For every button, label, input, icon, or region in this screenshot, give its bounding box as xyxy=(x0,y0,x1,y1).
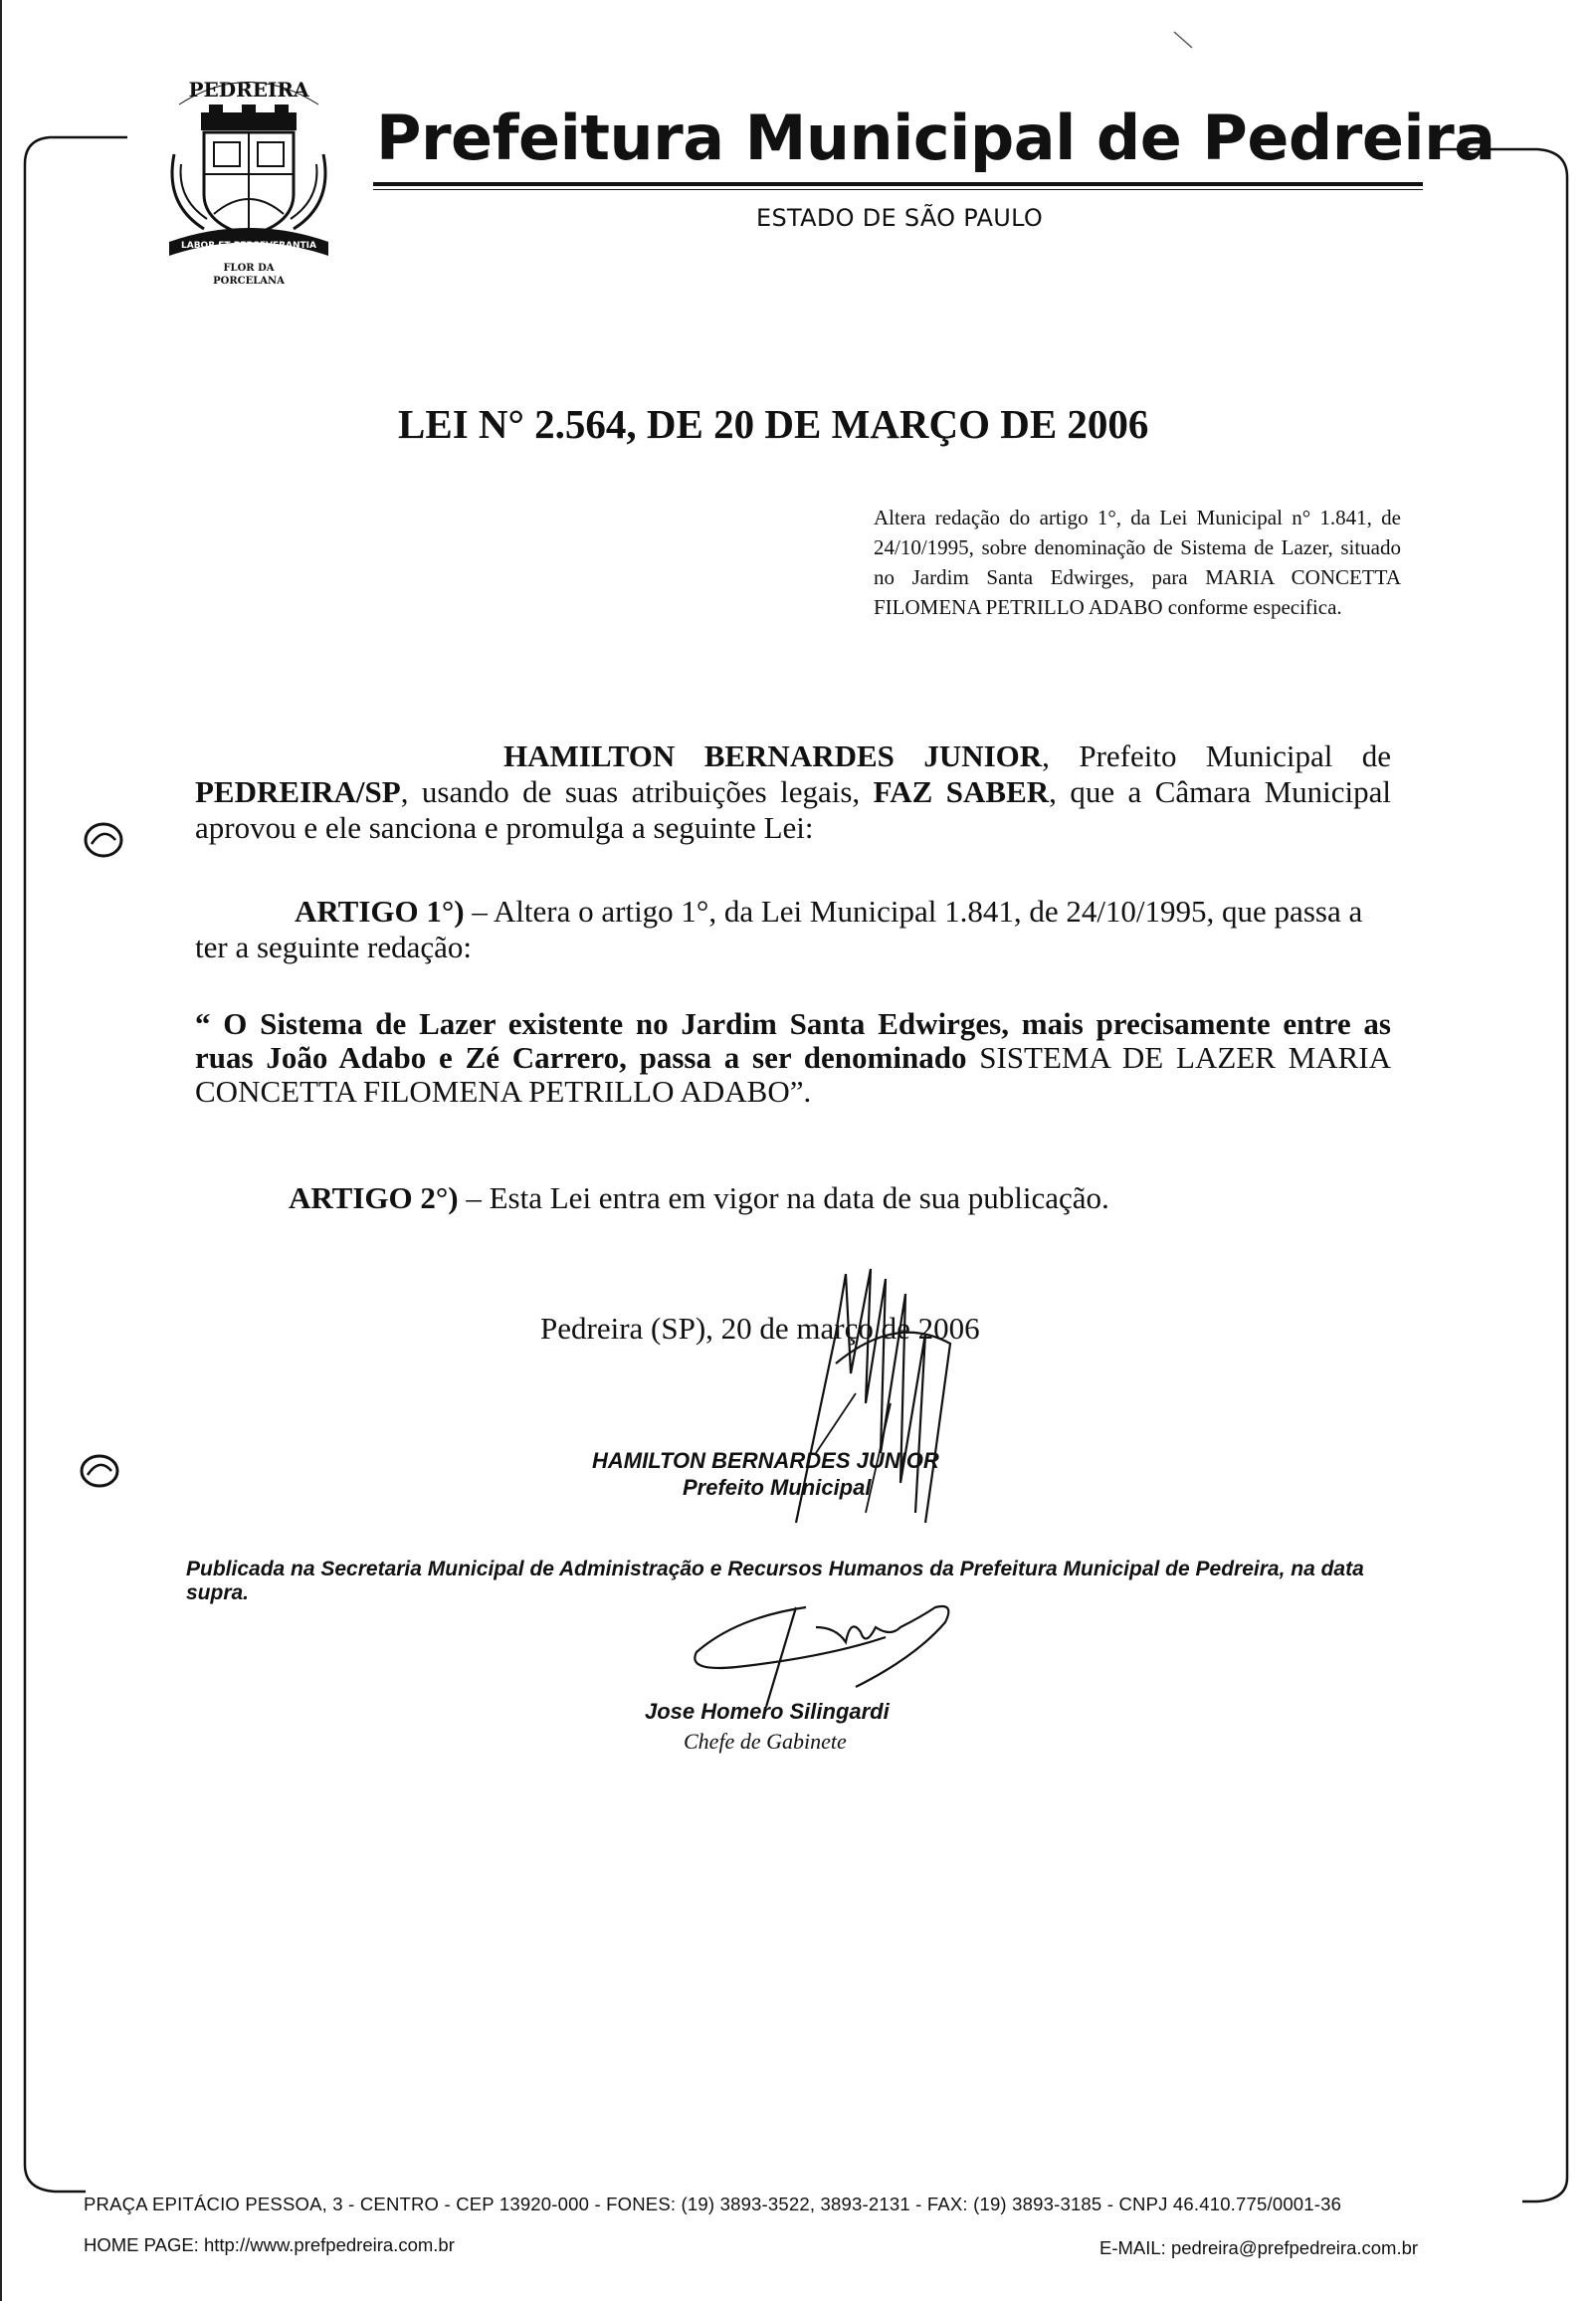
header-rule-thin xyxy=(373,189,1423,190)
footer-address: PRAÇA EPITÁCIO PESSOA, 3 - CENTRO - CEP 13920-000 - FONES: (19) 3893-3522, 3893-2131 - FAX: (19) 3893-3185 - CNPJ 46.410.775/0001-36 xyxy=(84,2194,1342,2214)
chief-role: Chefe de Gabinete xyxy=(684,1729,847,1754)
city-name-inline: PEDREIRA/SP xyxy=(195,774,401,809)
mayor-name-inline: HAMILTON BERNARDES JUNIOR xyxy=(503,738,1043,773)
enactment-text-a: , Prefeito Municipal de xyxy=(1042,738,1391,773)
svg-text:PORCELANA: PORCELANA xyxy=(213,276,285,287)
law-ementa: Altera redação do artigo 1°, da Lei Municipal n° 1.841, de 24/10/1995, sobre denominação de Sistema de Lazer, situado no Jardim Santa Edwirges, para MARIA CONCETTA FILOMENA PETRILLO ADABO conforme especifica. xyxy=(874,506,1401,619)
header-title: Prefeitura Municipal de Pedreira xyxy=(376,102,1496,174)
svg-text:LABOR ET PERSEVERANTIA: LABOR ET PERSEVERANTIA xyxy=(181,241,316,251)
mayor-role: Prefeito Municipal xyxy=(683,1475,872,1500)
article-1 xyxy=(195,894,1391,965)
municipal-crest-icon xyxy=(159,65,338,289)
footer-homepage[interactable]: HOME PAGE: http://www.prefpedreira.com.br xyxy=(84,2234,455,2255)
margin-stamp-icon xyxy=(78,1449,121,1493)
margin-stamp-icon xyxy=(82,818,125,862)
enactment-paragraph xyxy=(195,738,1391,846)
article-2 xyxy=(289,1180,1403,1216)
article-2-label: ARTIGO 2°) xyxy=(289,1180,459,1215)
enactment-text-c: , que a Câmara Municipal aprovou e ele sanciona e promulga a seguinte Lei: xyxy=(195,774,1391,845)
header-subtitle: ESTADO DE SÃO PAULO xyxy=(756,204,1044,232)
chief-signature-icon xyxy=(677,1597,965,1712)
place-date: Pedreira (SP), 20 de março de 2006 xyxy=(540,1311,980,1346)
article-1-label: ARTIGO 1°) xyxy=(295,894,465,929)
faz-saber-inline: FAZ SABER xyxy=(873,774,1050,809)
svg-text:PEDREIRA: PEDREIRA xyxy=(188,78,309,102)
svg-text:FLOR DA: FLOR DA xyxy=(223,263,275,274)
header-rule xyxy=(373,182,1423,186)
law-title: LEI N° 2.564, DE 20 DE MARÇO DE 2006 xyxy=(398,401,1149,447)
article-2-text: – Esta Lei entra em vigor na data de sua publicação. xyxy=(458,1180,1109,1215)
footer-email[interactable]: E-MAIL: pedreira@prefpedreira.com.br xyxy=(1099,2237,1419,2258)
publication-note: Publicada na Secretaria Municipal de Administração e Recursos Humanos da Prefeitura Municipal de Pedreira, na data supra. xyxy=(186,1558,1364,1604)
article-1-text: – Altera o artigo 1°, da Lei Municipal 1.841, de 24/10/1995, que passa a ter a seguinte redação: xyxy=(195,894,1363,964)
article-1-quote xyxy=(195,1007,1391,1109)
mayor-name: HAMILTON BERNARDES JUNIOR xyxy=(592,1448,939,1473)
chief-name: Jose Homero Silingardi xyxy=(645,1699,890,1724)
quote-bold-text: “ O Sistema de Lazer existente no Jardim Santa Edwirges, mais precisamente entre as ruas João Adabo e Zé Carrero, passa a ser denominado xyxy=(195,1006,1391,1075)
quote-plain-text: SISTEMA DE LAZER MARIA CONCETTA FILOMENA PETRILLO ADABO”. xyxy=(195,1040,1391,1109)
enactment-text-b: , usando de suas atribuições legais, xyxy=(400,774,874,809)
